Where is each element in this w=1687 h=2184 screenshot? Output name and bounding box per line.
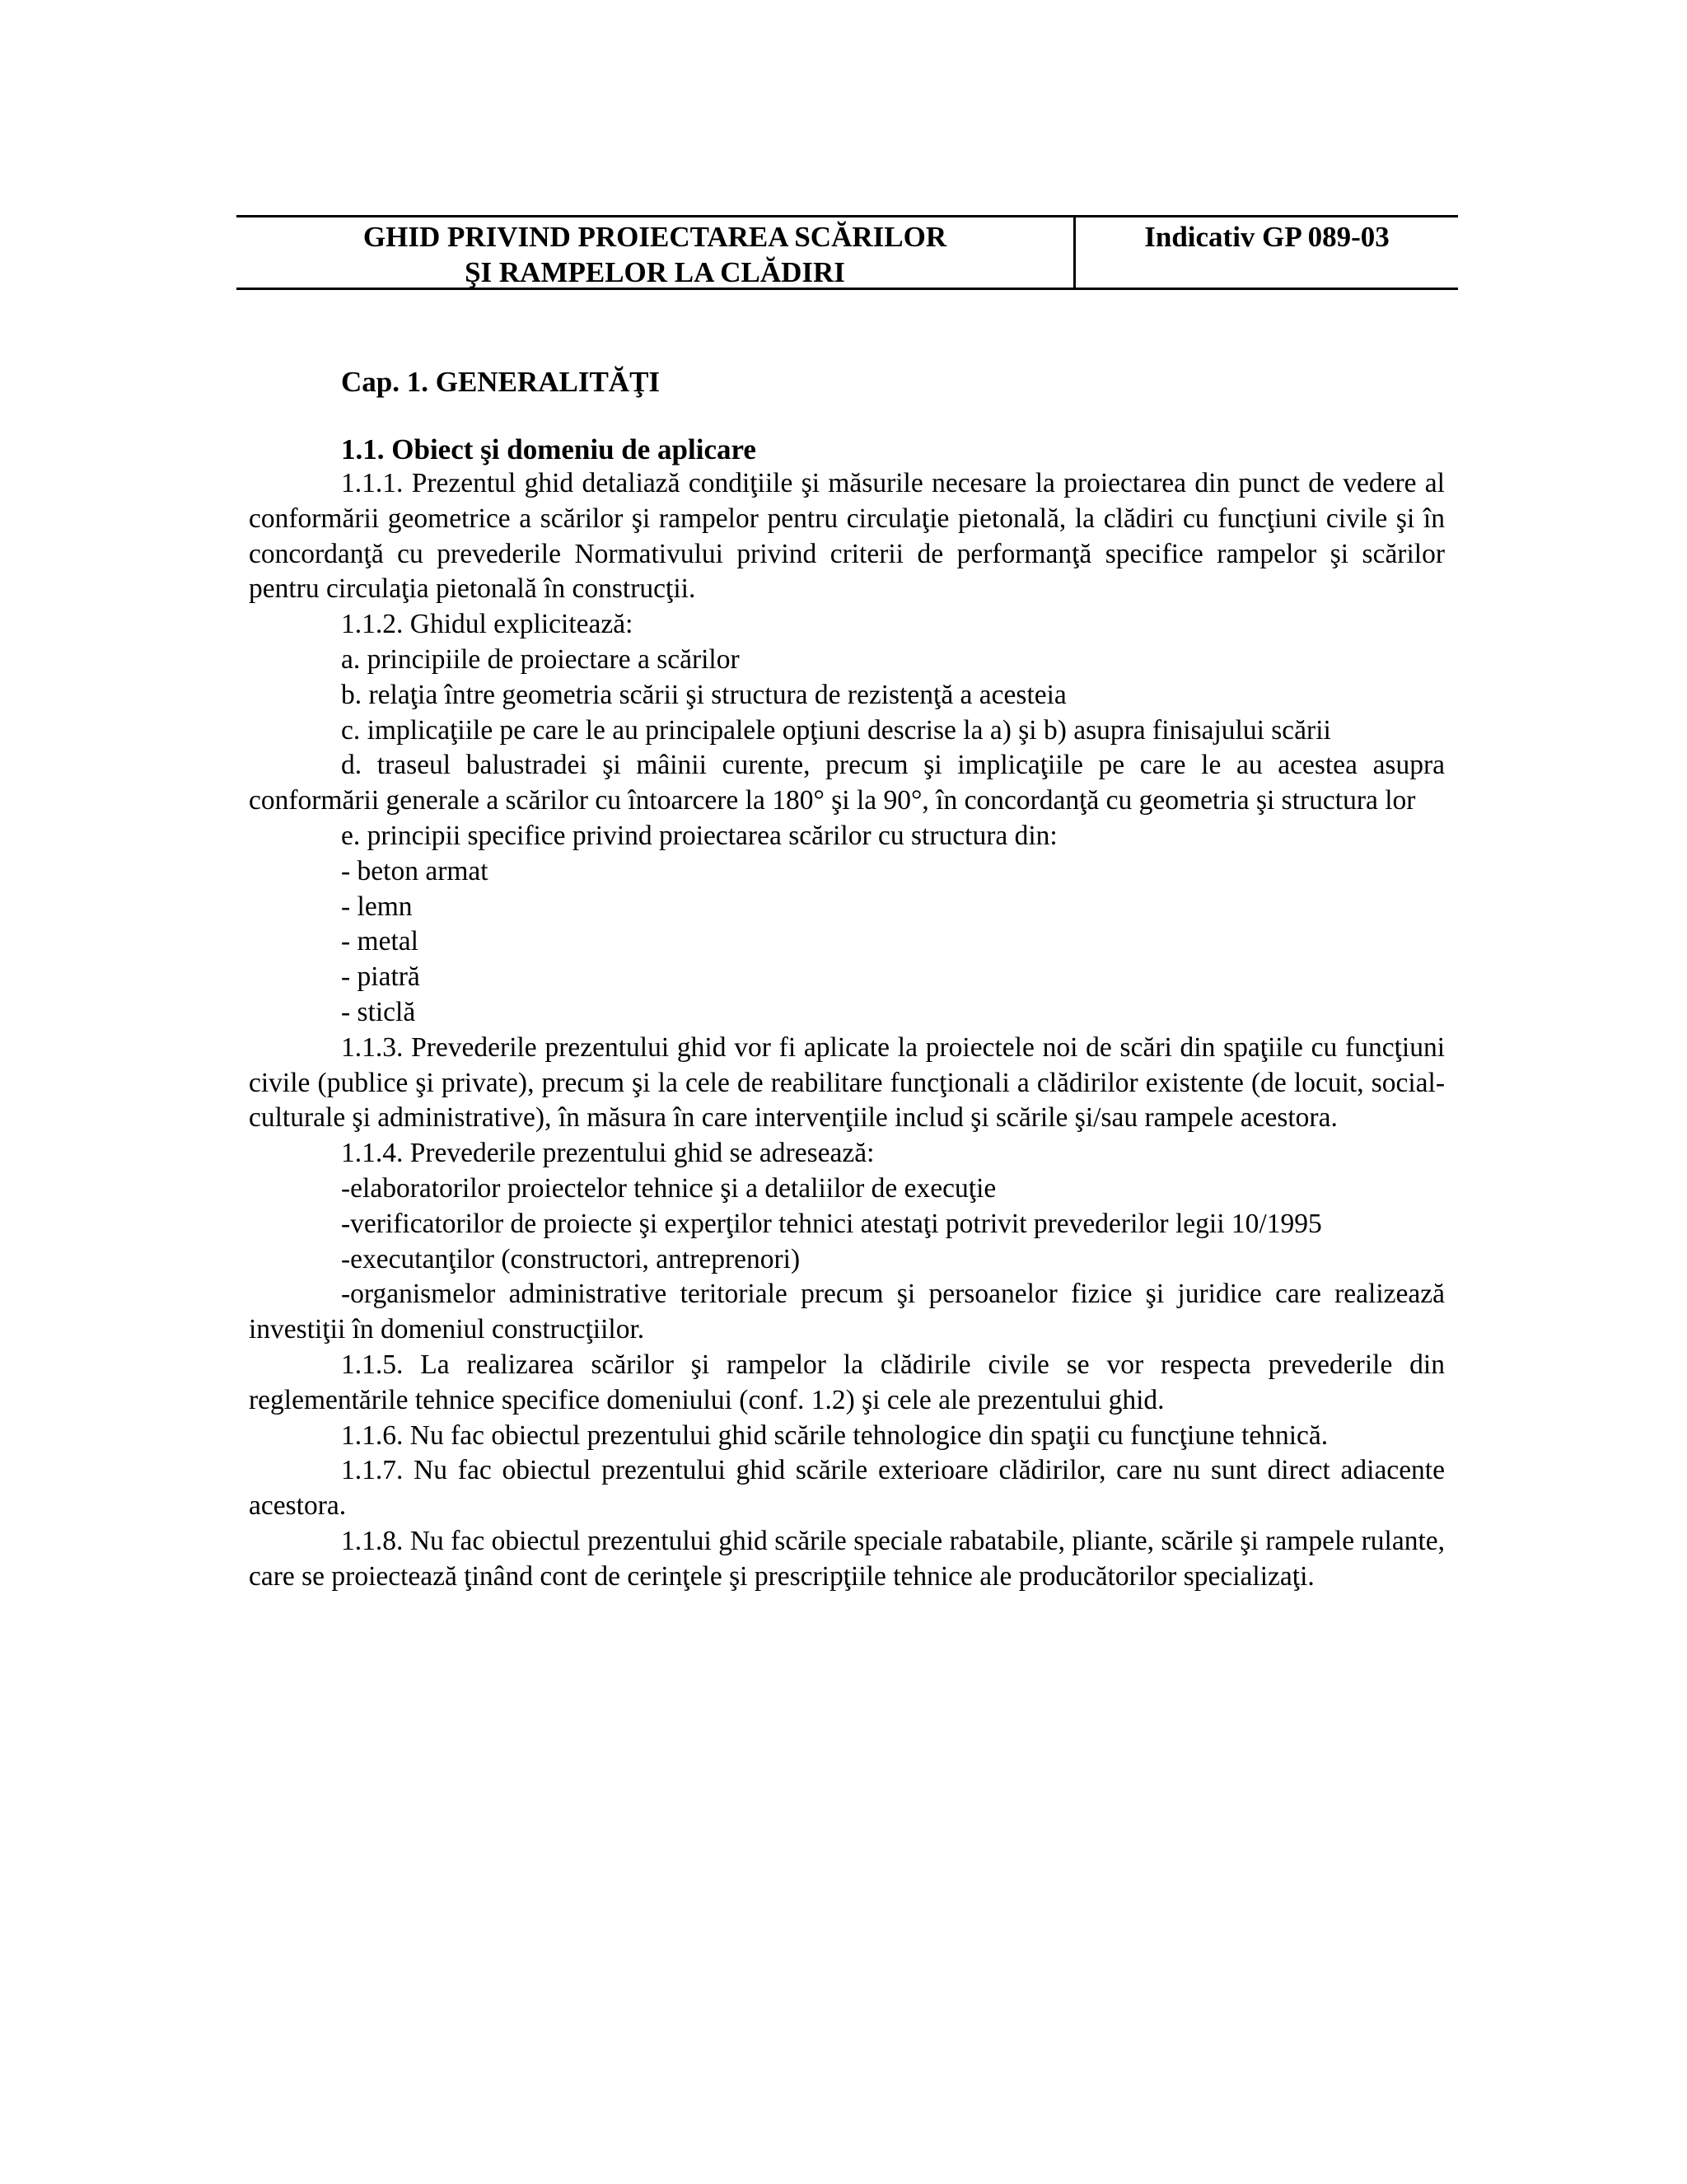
paragraph-1-1-6: 1.1.6. Nu fac obiectul prezentului ghid scările tehnologice din spaţii cu funcţiune tehnică. [341,1419,1329,1451]
audience-item-organisme: -organismelor administrative teritoriale precum şi persoanelor fizice şi juridice care realizează investiţii în domeniul construcţiilor. [249,1279,1445,1345]
paragraph-1-1-3: 1.1.3. Prevederile prezentului ghid vor fi aplicate la proiectele noi de scări din spaţiile cu funcţiuni civile (publice şi private), precum şi la cele de reabilitare funcţionali a clădirilor existente (de locuit, social-culturale şi administrative), în măsura în care intervenţiile includ şi scările şi/sau rampele acestora. [249,1031,1445,1134]
material-item-beton: - beton armat [341,855,488,886]
audience-item-elaboratori: -elaboratorilor proiectelor tehnice şi a detaliilor de execuţie [341,1172,997,1204]
document-header [236,215,1458,290]
audience-item-executanti: -executanţilor (constructori, antreprenori) [341,1243,801,1274]
paragraph-1-1-4: 1.1.4. Prevederile prezentului ghid se adresează: [341,1138,875,1169]
audience-item-verificatori: -verificatorilor de proiecte şi experţilor tehnici atestaţi potrivit prevederilor legii 10/1995 [341,1208,1322,1239]
paragraph-1-1-2: 1.1.2. Ghidul explicitează: [341,609,633,640]
header-title-line-1: GHID PRIVIND PROIECTAREA SCĂRILOR [362,221,947,253]
list-item-d: d. traseul balustradei şi mâinii curente, precum şi implicaţiile pe care le au acestea asupra conformării generale a scărilor cu întoarcere la 180° şi la 90°, în concordanţă cu geometria şi structura lor [249,750,1445,816]
header-indicativ: Indicativ GP 089-03 [1144,221,1390,253]
paragraph-1-1-1: 1.1.1. Prezentul ghid detaliază condiţiile şi măsurile necesare la proiectarea din punct de vedere al conformării geometrice a scărilor şi rampelor pentru circulaţie pietonală, la clădiri cu funcţiuni civile şi în concordanţă cu prevederile Normativului privind criterii de performanţă specifice rampelor şi scărilor pentru circulaţia pietonală în construcţii. [249,468,1445,605]
section-title: 1.1. Obiect şi domeniu de aplicare [341,433,756,465]
chapter-title: Cap. 1. GENERALITĂŢI [341,366,661,398]
material-item-piatra: - piatră [341,961,420,993]
list-item-b: b. relaţia între geometria scării şi structura de rezistenţă a acesteia [341,679,1067,710]
list-item-e: e. principii specifice privind proiectarea scărilor cu structura din: [341,820,1058,851]
material-item-lemn: - lemn [341,891,413,922]
material-item-sticla: - sticlă [341,996,416,1027]
list-item-a: a. principiile de proiectare a scărilor [341,643,740,675]
paragraph-1-1-8: 1.1.8. Nu fac obiectul prezentului ghid scările speciale rabatabile, pliante, scările şi rampele rulante, care se proiectează ţinând cont de cerinţele şi prescripţiile tehnice ale producătorilor specializaţi. [249,1525,1445,1592]
body-text [249,466,1445,1595]
header-title-line-2: ŞI RAMPELOR LA CLĂDIRI [465,256,845,288]
material-item-metal: - metal [341,926,418,957]
paragraph-1-1-7: 1.1.7. Nu fac obiectul prezentului ghid scările exterioare clădirilor, care nu sunt direct adiacente acestora. [249,1455,1445,1522]
list-item-c: c. implicaţiile pe care le au principalele opţiuni descrise la a) şi b) asupra finisajului scării [341,714,1331,746]
header-title [236,217,1076,288]
paragraph-1-1-5: 1.1.5. La realizarea scărilor şi rampelor la clădirile civile se vor respecta prevederile din reglementările tehnice specifice domeniului (conf. 1.2) şi cele ale prezentului ghid. [249,1349,1445,1415]
